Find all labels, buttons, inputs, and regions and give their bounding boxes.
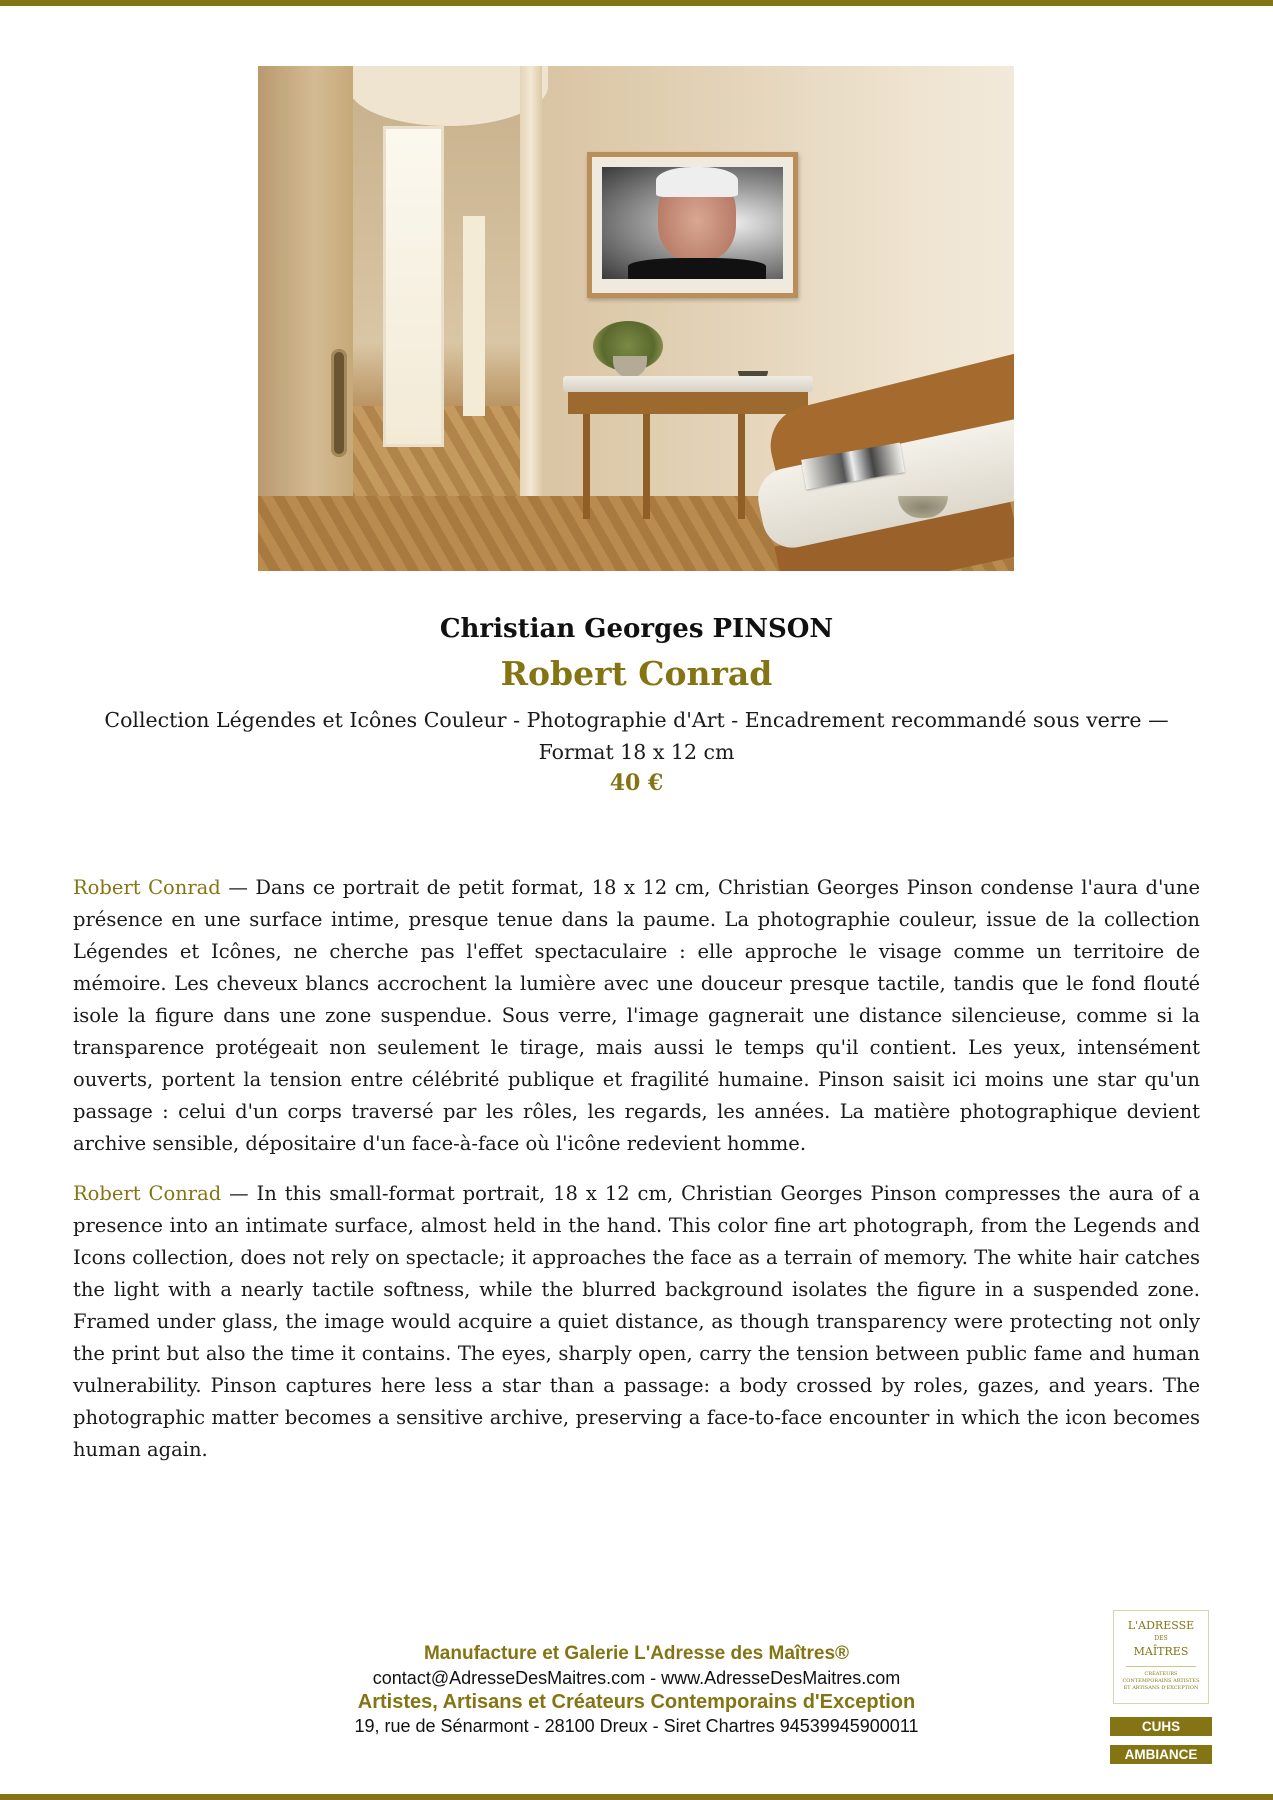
photo-pilaster [520,66,542,516]
artist-name: Christian Georges PINSON [439,614,834,644]
logo-line-4: CRÉATEURS CONTEMPORAINS ARTISTES ET ARTISANS D'EXCEPTION [1122,1671,1200,1691]
artwork-title: Robert Conrad [500,654,773,693]
footer-company: Manufacture et Galerie L'Adresse des Maîtres® [423,1643,850,1664]
description-french-text: — Dans ce portrait de petit format, 18 x 12 cm, Christian Georges Pinson condense l'aura d'une présence en une surface intime, presque tenue dans la paume. La photographie couleur, issue de la collection Légendes et Icônes, ne cherche pas l'effet spectaculaire : elle approche le visage comme un territoire de mémoire. Les cheveux blancs accrochent la lumière avec une douceur presque tactile, tandis que le fond flouté isole la figure dans une zone suspendue. Sous verre, l'image gagnerait une distance silencieuse, comme si la transparence protégeait non seulement le tirage, mais aussi le temps qu'il contient. Les yeux, intensément ouverts, portent la tension entre célébrité publique et fragilité humaine. Pinson saisit ici moins une star qu'un passage : celui d'un corps traversé par les rôles, les regards, les années. La matière photographique devient archive sensible, dépositaire d'un face-à-face où l'icône redevient homme. [73,876,1200,1155]
artwork-subtitle: Collection Légendes et Icônes Couleur - Photographie d'Art - Encadrement recommandé sous verre — Format 18 x 12 cm [104,708,1169,764]
photo-window-far [463,216,485,416]
artwork-price: 40 € [609,770,664,796]
photo-window [383,126,444,447]
logo-divider [1126,1666,1196,1667]
photo-door-handle [331,349,347,457]
photo-portrait-shirt [628,258,766,279]
footer-tagline: Artistes, Artisans et Créateurs Contemporains d'Exception [357,1691,916,1713]
tag-cuhs[interactable]: CUHS [1110,1717,1212,1736]
description-english-lead: Robert Conrad [73,1182,222,1205]
bottom-accent-bar [0,1794,1273,1800]
logo-line-3: MAÎTRES [1133,1645,1189,1658]
description-english-text: — In this small-format portrait, 18 x 12 cm, Christian Georges Pinson compresses the aura of a presence into an intimate surface, almost held in the hand. This color fine art photograph, from the Legends and Icons collection, does not rely on spectacle; it approaches the face as a terrain of memory. The white hair catches the light with a nearly tactile softness, while the blurred background isolates the figure in a suspended zone. Framed under glass, the image would acquire a quiet distance, as though transparency were protecting not only the print but also the time it contains. The eyes, sharply open, carry the tension between public fame and human vulnerability. Pinson captures here less a star than a passage: a body crossed by roles, gazes, and years. The photographic matter becomes a sensitive archive, preserving a face-to-face encounter in which the icon becomes human again. [73,1182,1201,1461]
footer-address: 19, rue de Sénarmont - 28100 Dreux - Siret Chartres 94539945900011 [354,1716,919,1736]
photo-console-top [563,376,813,392]
description-french-lead: Robert Conrad [73,876,221,899]
description-english [73,1178,1200,1466]
top-accent-bar [0,0,1273,6]
product-photo [258,66,1014,571]
footer-contact: contact@AdresseDesMaitres.com - www.AdresseDesMaitres.com [372,1668,901,1688]
logo-line-2: DES [1154,1635,1168,1642]
photo-console-leg [738,414,745,519]
photo-console-leg [583,414,590,519]
tag-ambiance[interactable]: AMBIANCE [1110,1745,1212,1764]
logo-line-1: L'ADRESSE [1127,1619,1195,1632]
brand-logo [1113,1610,1209,1704]
photo-console-apron [568,392,808,414]
photo-portrait-hair [656,167,738,197]
description-french [73,872,1200,1160]
photo-console-leg [643,414,650,519]
